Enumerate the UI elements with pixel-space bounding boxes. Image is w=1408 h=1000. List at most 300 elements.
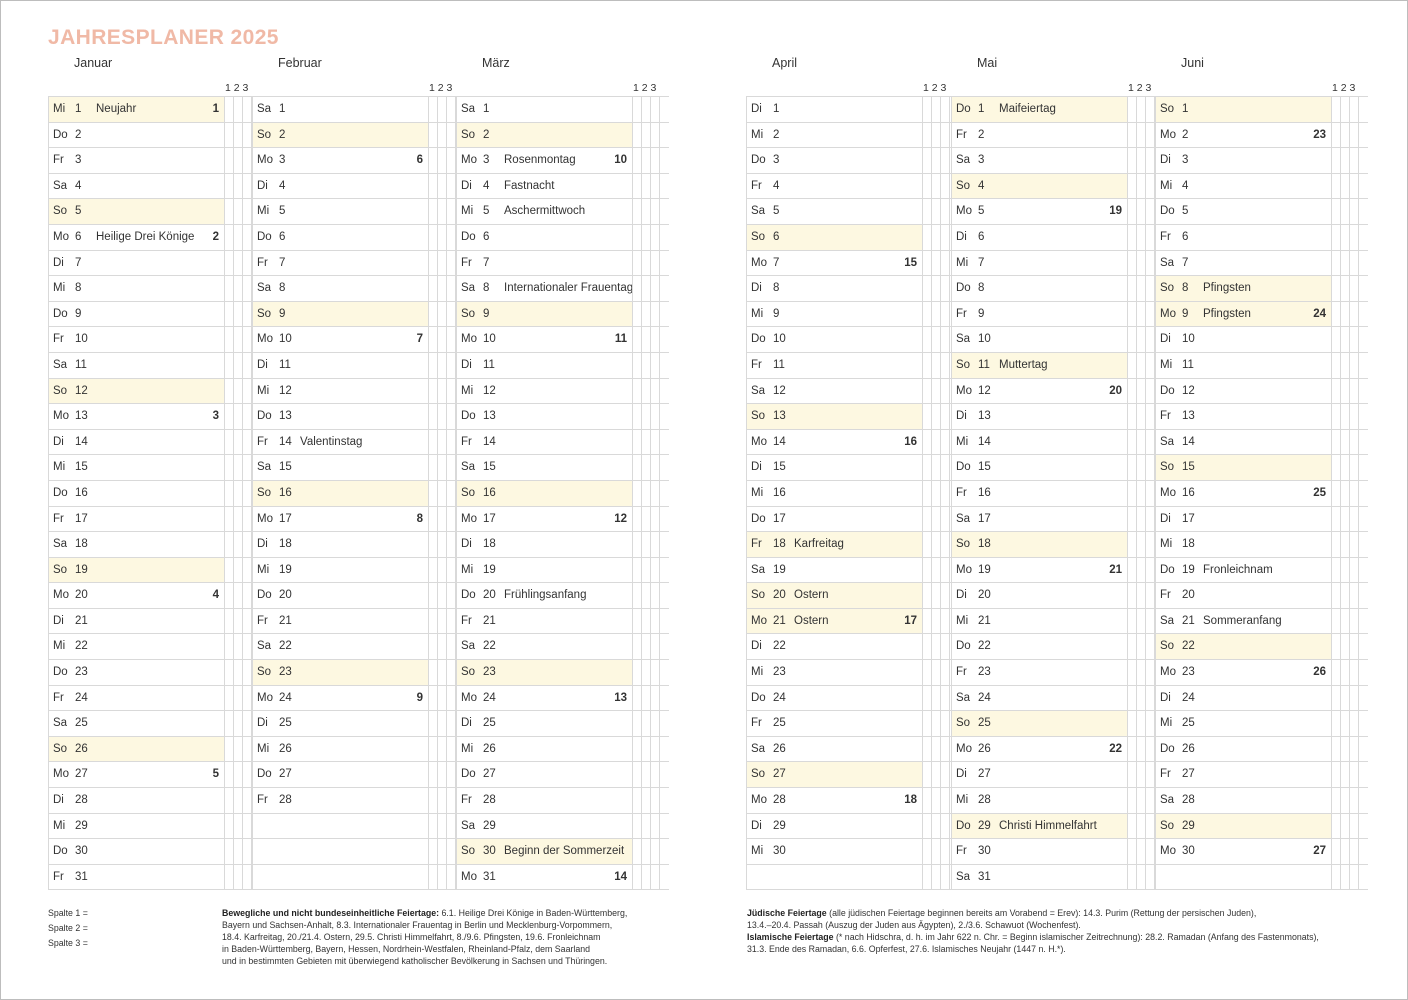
day-row[interactable] (252, 609, 465, 635)
day-cell[interactable] (49, 737, 224, 762)
day-row[interactable] (1155, 737, 1368, 763)
day-cell[interactable] (457, 558, 632, 583)
day-cell[interactable] (1156, 199, 1331, 224)
note-column-cell[interactable] (1331, 686, 1340, 711)
day-cell[interactable] (952, 225, 1127, 250)
note-column-cell[interactable] (1349, 327, 1358, 352)
note-column-cell[interactable] (1331, 353, 1340, 378)
day-cell[interactable] (952, 430, 1127, 455)
day-cell[interactable] (747, 174, 922, 199)
note-column-cell[interactable] (428, 609, 437, 634)
note-column-cell[interactable] (242, 379, 251, 404)
day-cell[interactable] (952, 507, 1127, 532)
note-column-cell[interactable] (446, 276, 455, 301)
note-column-cell[interactable] (922, 762, 931, 787)
note-column-cell[interactable] (1340, 583, 1349, 608)
note-column-cell[interactable] (650, 839, 659, 864)
day-cell[interactable] (253, 507, 428, 532)
note-column-cell[interactable] (428, 583, 437, 608)
day-row[interactable] (951, 251, 1164, 277)
note-column-cell[interactable] (224, 609, 233, 634)
day-cell[interactable] (457, 302, 632, 327)
note-column-cell[interactable] (428, 634, 437, 659)
day-cell[interactable] (49, 660, 224, 685)
note-column-cell[interactable] (931, 148, 940, 173)
day-cell[interactable] (457, 327, 632, 352)
day-row[interactable] (951, 327, 1164, 353)
note-column-cell[interactable] (428, 353, 437, 378)
day-row[interactable] (48, 404, 261, 430)
note-column-cell[interactable] (650, 379, 659, 404)
note-column-cell[interactable] (428, 660, 437, 685)
note-column-cell[interactable] (1340, 430, 1349, 455)
note-column-cell[interactable] (428, 97, 437, 122)
note-column-cell[interactable] (446, 327, 455, 352)
day-row[interactable] (456, 839, 669, 865)
day-row[interactable] (746, 123, 959, 149)
day-row[interactable] (951, 660, 1164, 686)
note-column-cell[interactable] (446, 814, 455, 839)
day-row[interactable] (456, 251, 669, 277)
note-column-cell[interactable] (931, 174, 940, 199)
note-column-cell[interactable] (1331, 583, 1340, 608)
note-column-cell[interactable] (1145, 737, 1154, 762)
day-row[interactable] (252, 353, 465, 379)
day-cell[interactable] (49, 609, 224, 634)
note-column-cell[interactable] (1145, 839, 1154, 864)
note-column-cell[interactable] (922, 686, 931, 711)
day-cell[interactable] (457, 583, 632, 608)
note-column-cell[interactable] (437, 814, 446, 839)
note-column-cell[interactable] (1331, 558, 1340, 583)
note-column-cell[interactable] (224, 737, 233, 762)
note-column-cell[interactable] (922, 532, 931, 557)
day-row[interactable] (1155, 455, 1368, 481)
day-row[interactable] (252, 123, 465, 149)
note-column-cell[interactable] (650, 737, 659, 762)
note-column-cell[interactable] (1136, 379, 1145, 404)
note-column-cell[interactable] (922, 634, 931, 659)
day-row[interactable] (746, 430, 959, 456)
note-column-cell[interactable] (1127, 737, 1136, 762)
day-row[interactable] (456, 327, 669, 353)
day-cell[interactable] (1156, 251, 1331, 276)
note-column-cell[interactable] (224, 660, 233, 685)
day-row[interactable] (252, 583, 465, 609)
note-column-cell[interactable] (1349, 558, 1358, 583)
day-cell[interactable] (457, 430, 632, 455)
note-column-cell[interactable] (1349, 686, 1358, 711)
note-column-cell[interactable] (641, 634, 650, 659)
note-column-cell[interactable] (931, 430, 940, 455)
note-column-cell[interactable] (931, 481, 940, 506)
note-column-cell[interactable] (1349, 430, 1358, 455)
day-row[interactable] (48, 558, 261, 584)
day-row[interactable] (951, 507, 1164, 533)
day-row[interactable] (456, 686, 669, 712)
note-column-cell[interactable] (650, 762, 659, 787)
day-cell[interactable] (1156, 660, 1331, 685)
note-column-cell[interactable] (650, 507, 659, 532)
day-cell[interactable] (49, 455, 224, 480)
note-column-cell[interactable] (632, 609, 641, 634)
day-cell[interactable] (49, 814, 224, 839)
note-column-cell[interactable] (224, 97, 233, 122)
day-row[interactable] (1155, 96, 1368, 123)
day-row[interactable] (1155, 404, 1368, 430)
day-row[interactable] (746, 814, 959, 840)
note-column-cell[interactable] (641, 481, 650, 506)
note-column-cell[interactable] (1127, 481, 1136, 506)
note-column-cell[interactable] (1136, 123, 1145, 148)
day-row[interactable] (746, 507, 959, 533)
note-column-cell[interactable] (1349, 276, 1358, 301)
day-cell[interactable] (1156, 276, 1331, 301)
note-column-cell[interactable] (1145, 583, 1154, 608)
note-column-cell[interactable] (1136, 97, 1145, 122)
note-column-cell[interactable] (1331, 251, 1340, 276)
note-column-cell[interactable] (632, 865, 641, 890)
day-row[interactable] (746, 455, 959, 481)
day-cell[interactable] (253, 814, 428, 839)
note-column-cell[interactable] (437, 634, 446, 659)
note-column-cell[interactable] (1340, 148, 1349, 173)
note-column-cell[interactable] (641, 609, 650, 634)
day-row[interactable] (48, 199, 261, 225)
note-column-cell[interactable] (1340, 839, 1349, 864)
day-cell[interactable] (952, 660, 1127, 685)
note-column-cell[interactable] (428, 302, 437, 327)
day-cell[interactable] (457, 123, 632, 148)
day-cell[interactable] (1156, 839, 1331, 864)
note-column-cell[interactable] (632, 379, 641, 404)
note-column-cell[interactable] (224, 507, 233, 532)
note-column-cell[interactable] (922, 839, 931, 864)
note-column-cell[interactable] (1331, 379, 1340, 404)
day-cell[interactable] (1156, 302, 1331, 327)
note-column-cell[interactable] (641, 353, 650, 378)
day-cell[interactable] (253, 327, 428, 352)
note-column-cell[interactable] (1331, 711, 1340, 736)
note-column-cell[interactable] (1145, 660, 1154, 685)
note-column-cell[interactable] (233, 481, 242, 506)
note-column-cell[interactable] (1349, 660, 1358, 685)
note-column-cell[interactable] (428, 148, 437, 173)
note-column-cell[interactable] (437, 148, 446, 173)
note-column-cell[interactable] (1136, 251, 1145, 276)
day-row[interactable] (951, 634, 1164, 660)
note-column-cell[interactable] (224, 302, 233, 327)
day-cell[interactable] (253, 839, 428, 864)
note-column-cell[interactable] (233, 148, 242, 173)
day-row[interactable] (746, 583, 959, 609)
note-column-cell[interactable] (1127, 379, 1136, 404)
day-row[interactable] (252, 839, 465, 865)
note-column-cell[interactable] (1136, 686, 1145, 711)
note-column-cell[interactable] (931, 507, 940, 532)
day-cell[interactable] (457, 404, 632, 429)
note-column-cell[interactable] (650, 174, 659, 199)
note-column-cell[interactable] (1136, 481, 1145, 506)
note-column-cell[interactable] (437, 481, 446, 506)
day-row[interactable] (1155, 711, 1368, 737)
day-row[interactable] (951, 839, 1164, 865)
note-column-cell[interactable] (446, 174, 455, 199)
note-column-cell[interactable] (446, 762, 455, 787)
note-column-cell[interactable] (1127, 97, 1136, 122)
note-column-cell[interactable] (224, 430, 233, 455)
day-cell[interactable] (747, 481, 922, 506)
note-column-cell[interactable] (224, 532, 233, 557)
note-column-cell[interactable] (242, 97, 251, 122)
note-column-cell[interactable] (437, 711, 446, 736)
note-column-cell[interactable] (446, 481, 455, 506)
day-row[interactable] (951, 353, 1164, 379)
note-column-cell[interactable] (632, 788, 641, 813)
note-column-cell[interactable] (428, 686, 437, 711)
note-column-cell[interactable] (437, 660, 446, 685)
note-column-cell[interactable] (922, 481, 931, 506)
note-column-cell[interactable] (1145, 865, 1154, 890)
note-column-cell[interactable] (641, 276, 650, 301)
day-cell[interactable] (952, 148, 1127, 173)
note-column-cell[interactable] (931, 865, 940, 890)
day-row[interactable] (252, 225, 465, 251)
note-column-cell[interactable] (437, 353, 446, 378)
day-row[interactable] (48, 481, 261, 507)
day-cell[interactable] (747, 711, 922, 736)
day-cell[interactable] (253, 251, 428, 276)
day-row[interactable] (252, 737, 465, 763)
day-cell[interactable] (1156, 123, 1331, 148)
note-column-cell[interactable] (446, 404, 455, 429)
day-cell[interactable] (747, 123, 922, 148)
note-column-cell[interactable] (940, 225, 949, 250)
day-row[interactable] (456, 737, 669, 763)
note-column-cell[interactable] (233, 225, 242, 250)
day-cell[interactable] (457, 174, 632, 199)
day-cell[interactable] (253, 174, 428, 199)
day-row[interactable] (48, 302, 261, 328)
day-row[interactable] (456, 583, 669, 609)
note-column-cell[interactable] (641, 455, 650, 480)
day-cell[interactable] (49, 507, 224, 532)
day-row[interactable] (48, 379, 261, 405)
note-column-cell[interactable] (931, 404, 940, 429)
note-column-cell[interactable] (1349, 199, 1358, 224)
note-column-cell[interactable] (1136, 148, 1145, 173)
day-row[interactable] (1155, 276, 1368, 302)
note-column-cell[interactable] (931, 686, 940, 711)
note-column-cell[interactable] (922, 302, 931, 327)
note-column-cell[interactable] (224, 379, 233, 404)
note-column-cell[interactable] (650, 148, 659, 173)
note-column-cell[interactable] (242, 148, 251, 173)
day-row[interactable] (1155, 762, 1368, 788)
note-column-cell[interactable] (650, 327, 659, 352)
note-column-cell[interactable] (1136, 583, 1145, 608)
note-column-cell[interactable] (632, 737, 641, 762)
note-column-cell[interactable] (1127, 583, 1136, 608)
note-column-cell[interactable] (1145, 379, 1154, 404)
day-cell[interactable] (253, 199, 428, 224)
day-row[interactable] (48, 711, 261, 737)
day-row[interactable] (1155, 430, 1368, 456)
day-cell[interactable] (457, 353, 632, 378)
day-cell[interactable] (747, 251, 922, 276)
note-column-cell[interactable] (242, 737, 251, 762)
note-column-cell[interactable] (437, 199, 446, 224)
note-column-cell[interactable] (1331, 737, 1340, 762)
day-cell[interactable] (457, 660, 632, 685)
note-column-cell[interactable] (641, 788, 650, 813)
note-column-cell[interactable] (1331, 302, 1340, 327)
day-cell[interactable] (253, 686, 428, 711)
day-row[interactable] (746, 839, 959, 865)
note-column-cell[interactable] (1127, 353, 1136, 378)
note-column-cell[interactable] (922, 583, 931, 608)
note-column-cell[interactable] (940, 762, 949, 787)
note-column-cell[interactable] (428, 532, 437, 557)
note-column-cell[interactable] (446, 737, 455, 762)
day-row[interactable] (746, 532, 959, 558)
note-column-cell[interactable] (224, 455, 233, 480)
day-row[interactable] (456, 481, 669, 507)
note-column-cell[interactable] (1127, 302, 1136, 327)
day-row[interactable] (951, 302, 1164, 328)
day-row[interactable] (252, 532, 465, 558)
note-column-cell[interactable] (632, 353, 641, 378)
day-row[interactable] (456, 148, 669, 174)
note-column-cell[interactable] (1349, 583, 1358, 608)
day-cell[interactable] (952, 532, 1127, 557)
day-cell[interactable] (1156, 481, 1331, 506)
note-column-cell[interactable] (1145, 532, 1154, 557)
day-cell[interactable] (747, 583, 922, 608)
day-cell[interactable] (253, 148, 428, 173)
note-column-cell[interactable] (1136, 353, 1145, 378)
note-column-cell[interactable] (224, 148, 233, 173)
note-column-cell[interactable] (1145, 251, 1154, 276)
day-row[interactable] (252, 686, 465, 712)
note-column-cell[interactable] (1127, 251, 1136, 276)
note-column-cell[interactable] (650, 276, 659, 301)
note-column-cell[interactable] (632, 711, 641, 736)
day-cell[interactable] (952, 327, 1127, 352)
day-cell[interactable] (747, 199, 922, 224)
day-cell[interactable] (747, 532, 922, 557)
note-column-cell[interactable] (428, 276, 437, 301)
day-row[interactable] (951, 430, 1164, 456)
note-column-cell[interactable] (446, 379, 455, 404)
note-column-cell[interactable] (922, 174, 931, 199)
note-column-cell[interactable] (1145, 762, 1154, 787)
day-row[interactable] (746, 225, 959, 251)
day-cell[interactable] (1156, 327, 1331, 352)
note-column-cell[interactable] (632, 532, 641, 557)
day-cell[interactable] (952, 788, 1127, 813)
note-column-cell[interactable] (1145, 225, 1154, 250)
note-column-cell[interactable] (1340, 737, 1349, 762)
note-column-cell[interactable] (446, 686, 455, 711)
day-cell[interactable] (253, 225, 428, 250)
day-row[interactable] (456, 404, 669, 430)
note-column-cell[interactable] (437, 686, 446, 711)
note-column-cell[interactable] (922, 455, 931, 480)
note-column-cell[interactable] (1145, 327, 1154, 352)
note-column-cell[interactable] (1145, 302, 1154, 327)
note-column-cell[interactable] (641, 532, 650, 557)
note-column-cell[interactable] (922, 276, 931, 301)
day-row[interactable] (746, 660, 959, 686)
note-column-cell[interactable] (1145, 558, 1154, 583)
note-column-cell[interactable] (940, 711, 949, 736)
day-row[interactable] (951, 532, 1164, 558)
day-row[interactable] (746, 276, 959, 302)
note-column-cell[interactable] (428, 507, 437, 532)
day-cell[interactable] (1156, 558, 1331, 583)
note-column-cell[interactable] (437, 865, 446, 890)
note-column-cell[interactable] (1349, 839, 1358, 864)
note-column-cell[interactable] (650, 532, 659, 557)
day-cell[interactable] (1156, 148, 1331, 173)
day-cell[interactable] (253, 558, 428, 583)
note-column-cell[interactable] (242, 123, 251, 148)
day-row[interactable] (456, 507, 669, 533)
note-column-cell[interactable] (1136, 225, 1145, 250)
day-cell[interactable] (49, 686, 224, 711)
note-column-cell[interactable] (650, 558, 659, 583)
day-cell[interactable] (1156, 507, 1331, 532)
note-column-cell[interactable] (632, 430, 641, 455)
note-column-cell[interactable] (1136, 507, 1145, 532)
note-column-cell[interactable] (1127, 532, 1136, 557)
note-column-cell[interactable] (446, 148, 455, 173)
note-column-cell[interactable] (242, 327, 251, 352)
day-cell[interactable] (253, 762, 428, 787)
note-column-cell[interactable] (242, 404, 251, 429)
note-column-cell[interactable] (1127, 609, 1136, 634)
note-column-cell[interactable] (1331, 199, 1340, 224)
note-column-cell[interactable] (437, 174, 446, 199)
day-cell[interactable] (1156, 814, 1331, 839)
day-row[interactable] (252, 96, 465, 123)
day-cell[interactable] (49, 199, 224, 224)
day-cell[interactable] (747, 814, 922, 839)
note-column-cell[interactable] (922, 788, 931, 813)
note-column-cell[interactable] (931, 353, 940, 378)
day-row[interactable] (1155, 839, 1368, 865)
note-column-cell[interactable] (224, 865, 233, 890)
note-column-cell[interactable] (242, 865, 251, 890)
note-column-cell[interactable] (428, 174, 437, 199)
day-cell[interactable] (457, 507, 632, 532)
note-column-cell[interactable] (1340, 199, 1349, 224)
day-cell[interactable] (747, 634, 922, 659)
note-column-cell[interactable] (1127, 327, 1136, 352)
note-column-cell[interactable] (1127, 199, 1136, 224)
note-column-cell[interactable] (437, 123, 446, 148)
day-cell[interactable] (747, 686, 922, 711)
note-column-cell[interactable] (1331, 507, 1340, 532)
note-column-cell[interactable] (1349, 481, 1358, 506)
day-row[interactable] (746, 737, 959, 763)
day-row[interactable] (746, 558, 959, 584)
note-column-cell[interactable] (437, 558, 446, 583)
note-column-cell[interactable] (437, 276, 446, 301)
day-cell[interactable] (457, 711, 632, 736)
day-row[interactable] (1155, 583, 1368, 609)
